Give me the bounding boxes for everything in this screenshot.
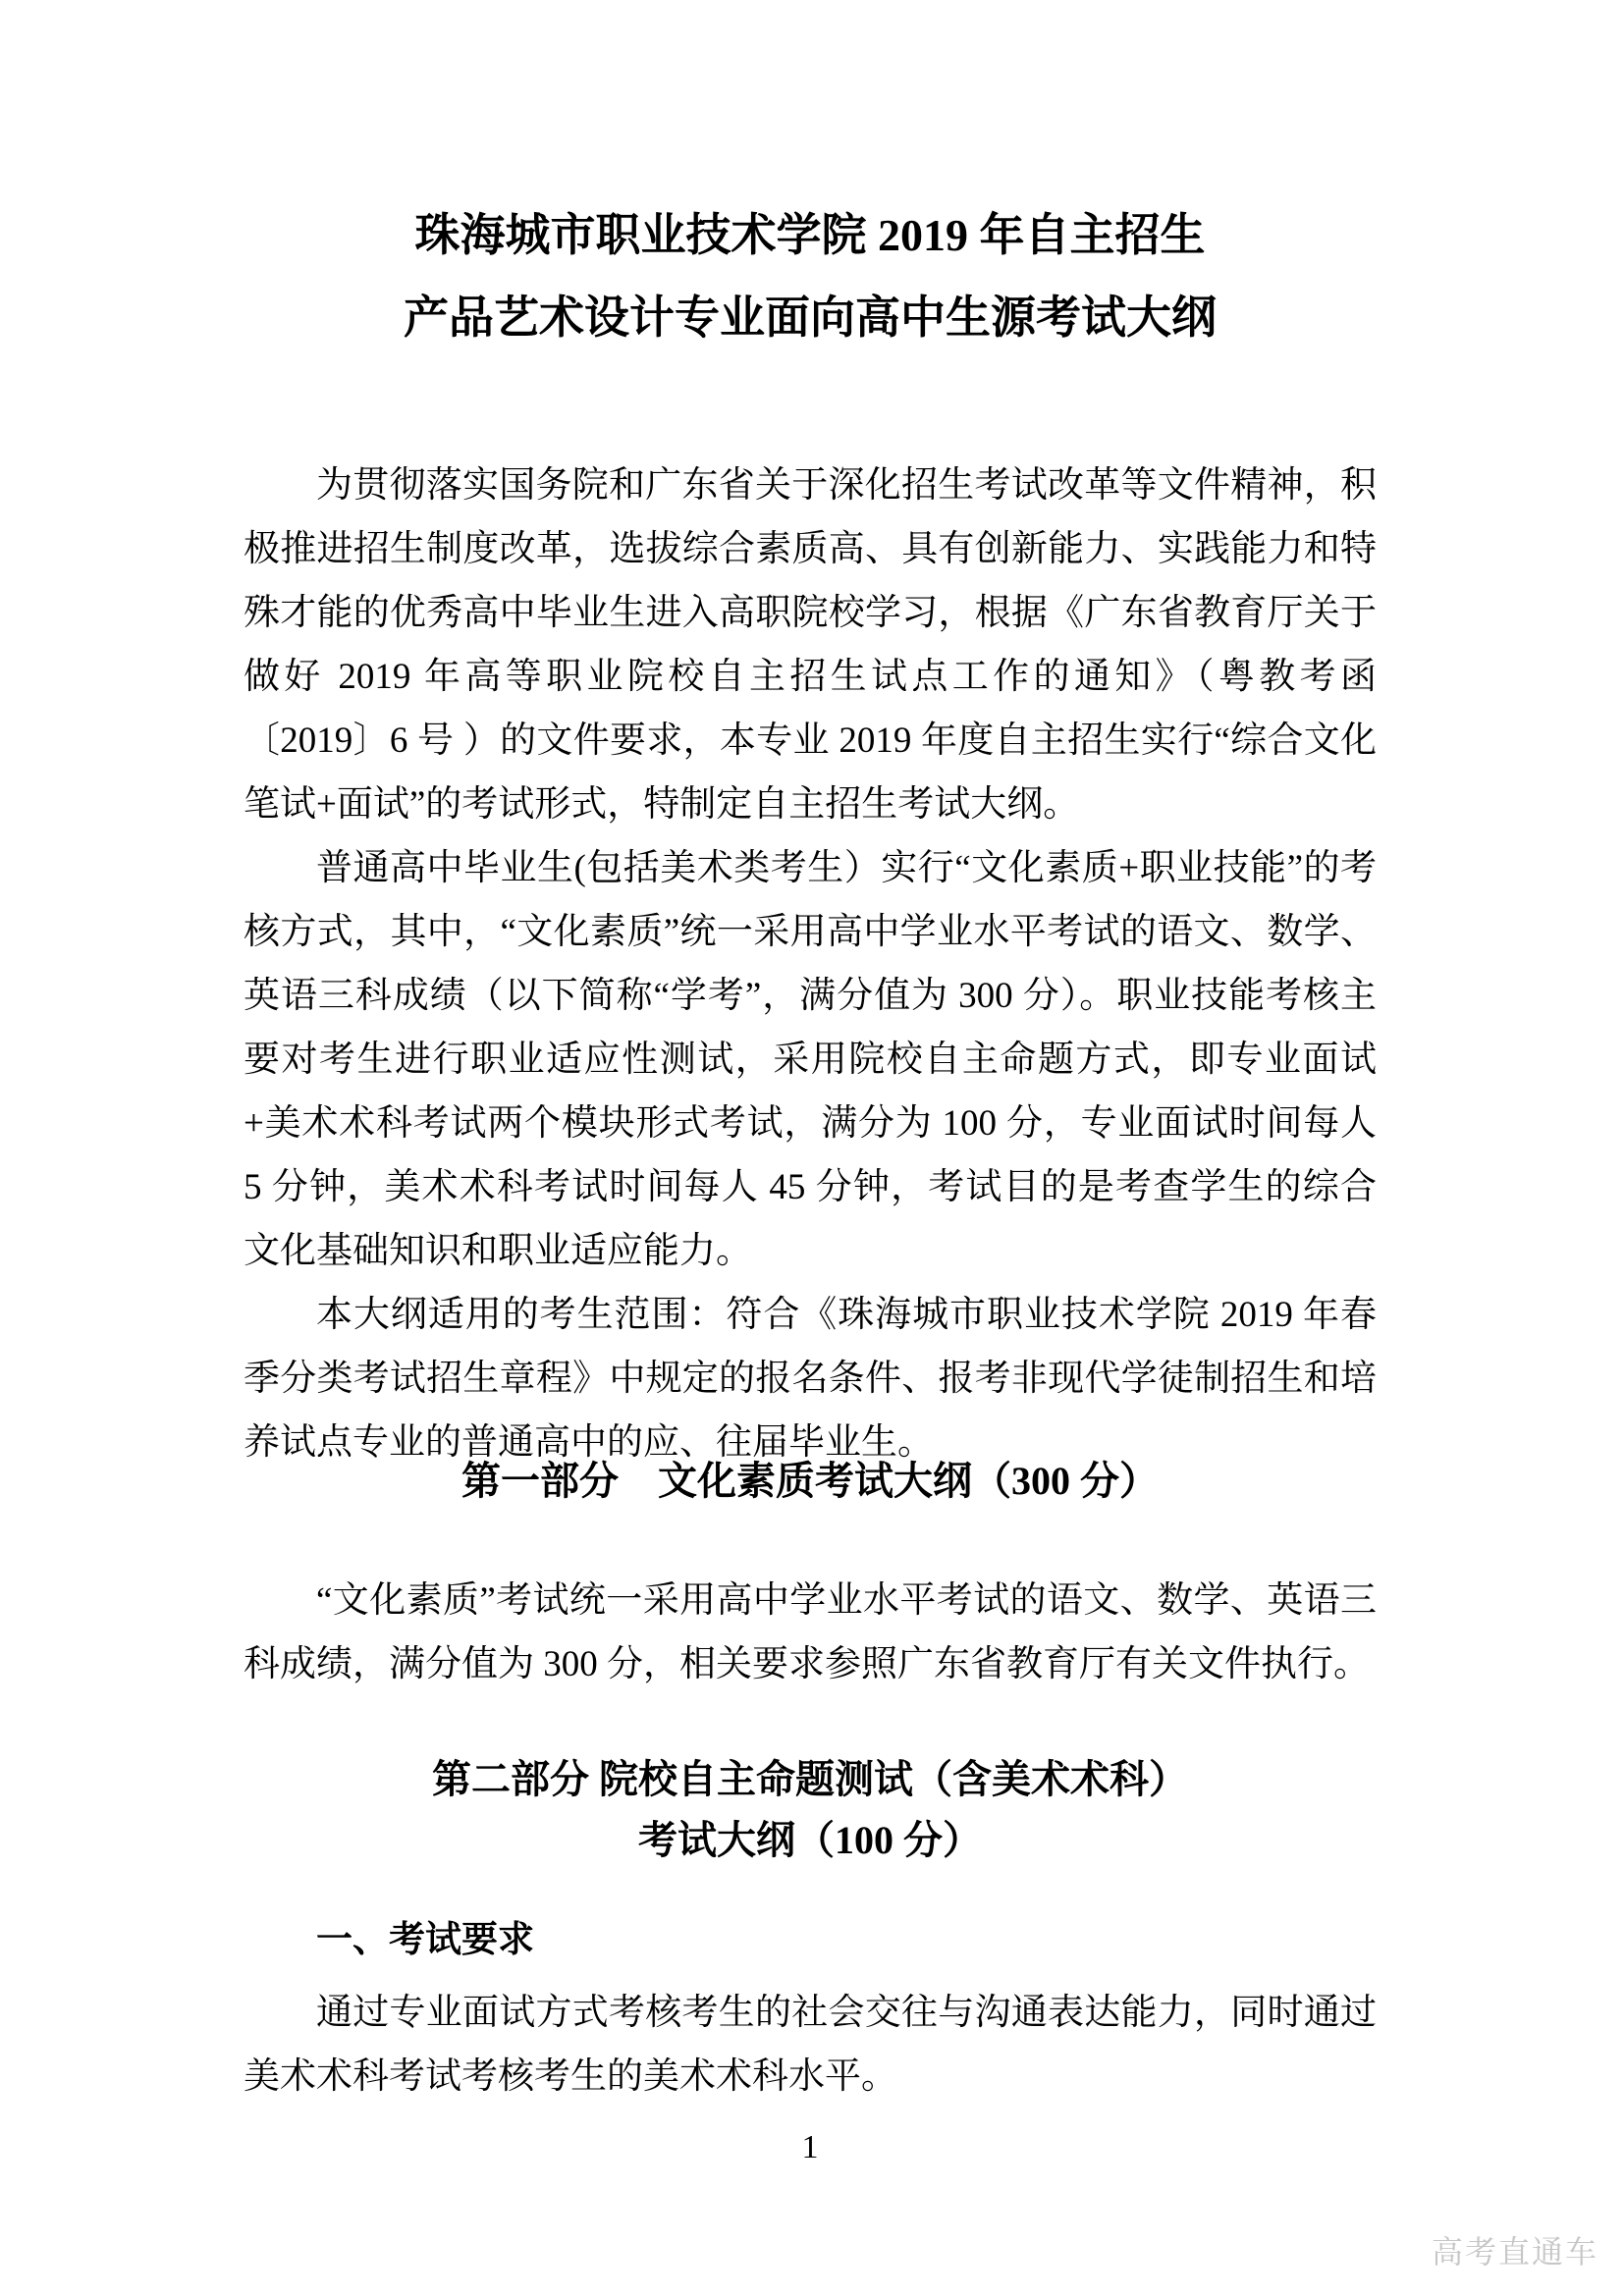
- intro-paragraph-3: 本大纲适用的考生范围：符合《珠海城市职业技术学院 2019 年春季分类考试招生章程》中规定的报名条件、报考非现代学徒制招生和培养试点专业的普通高中的应、往届毕业生。: [244, 1295, 1377, 1463]
- part2-heading-line-1: 第二部分 院校自主命题测试（含美术术科）: [432, 1757, 1188, 1801]
- title-line-1: 珠海城市职业技术学院 2019 年自主招生: [414, 210, 1206, 260]
- intro-section: [244, 454, 1377, 1474]
- intro-paragraph-2: 普通高中毕业生(包括美术类考生）实行“文化素质+职业技能”的考核方式，其中，“文化素质”统一采用高中学业水平考试的语文、数学、英语三科成绩（以下简称“学考”，满分值为 300 分）。职业技能考核主要对考生进行职业适应性测试，采用院校自主命题方式，即专业面试+美术术科考试两个模块形式考试，满分为 100 分，专业面试时间每人 5 分钟，美术术科考试时间每人 45 分钟，考试目的是考查学生的综合文化基础知识和职业适应能力。: [244, 848, 1377, 1271]
- part1-paragraph: “文化素质”考试统一采用高中学业水平考试的语文、数学、英语三科成绩，满分值为 300 分，相关要求参照广东省教育厅有关文件执行。: [244, 1580, 1377, 1684]
- document-title: [244, 194, 1377, 359]
- part2-heading-line-2: 考试大纲（100 分）: [638, 1818, 982, 1862]
- intro-paragraph-1: 为贯彻落实国务院和广东省关于深化招生考试改革等文件精神，积极推进招生制度改革，选拔综合素质高、具有创新能力、实践能力和特殊才能的优秀高中毕业生进入高职院校学习，根据《广东省教育厅关于做好 2019 年高等职业院校自主招生试点工作的通知》（粤教考函〔2019〕6 号 ）的文件要求，本专业 2019 年度自主招生实行“综合文化笔试+面试”的考试形式，特制定自主招生考试大纲。: [244, 465, 1377, 825]
- watermark: 高考直通车: [1431, 2234, 1598, 2269]
- part2-section1-paragraph: 通过专业面试方式考核考生的社会交往与沟通表达能力，同时通过美术术科考试考核考生的美术术科水平。: [244, 1993, 1377, 2097]
- title-line-2: 产品艺术设计专业面向高中生源考试大纲: [404, 293, 1217, 343]
- page-number: 1: [801, 2129, 819, 2165]
- part1-heading: 第一部分 文化素质考试大纲（300 分）: [461, 1459, 1159, 1503]
- part2-heading: [244, 1749, 1377, 1871]
- part2-section1-title: 一、考试要求: [316, 1920, 534, 1960]
